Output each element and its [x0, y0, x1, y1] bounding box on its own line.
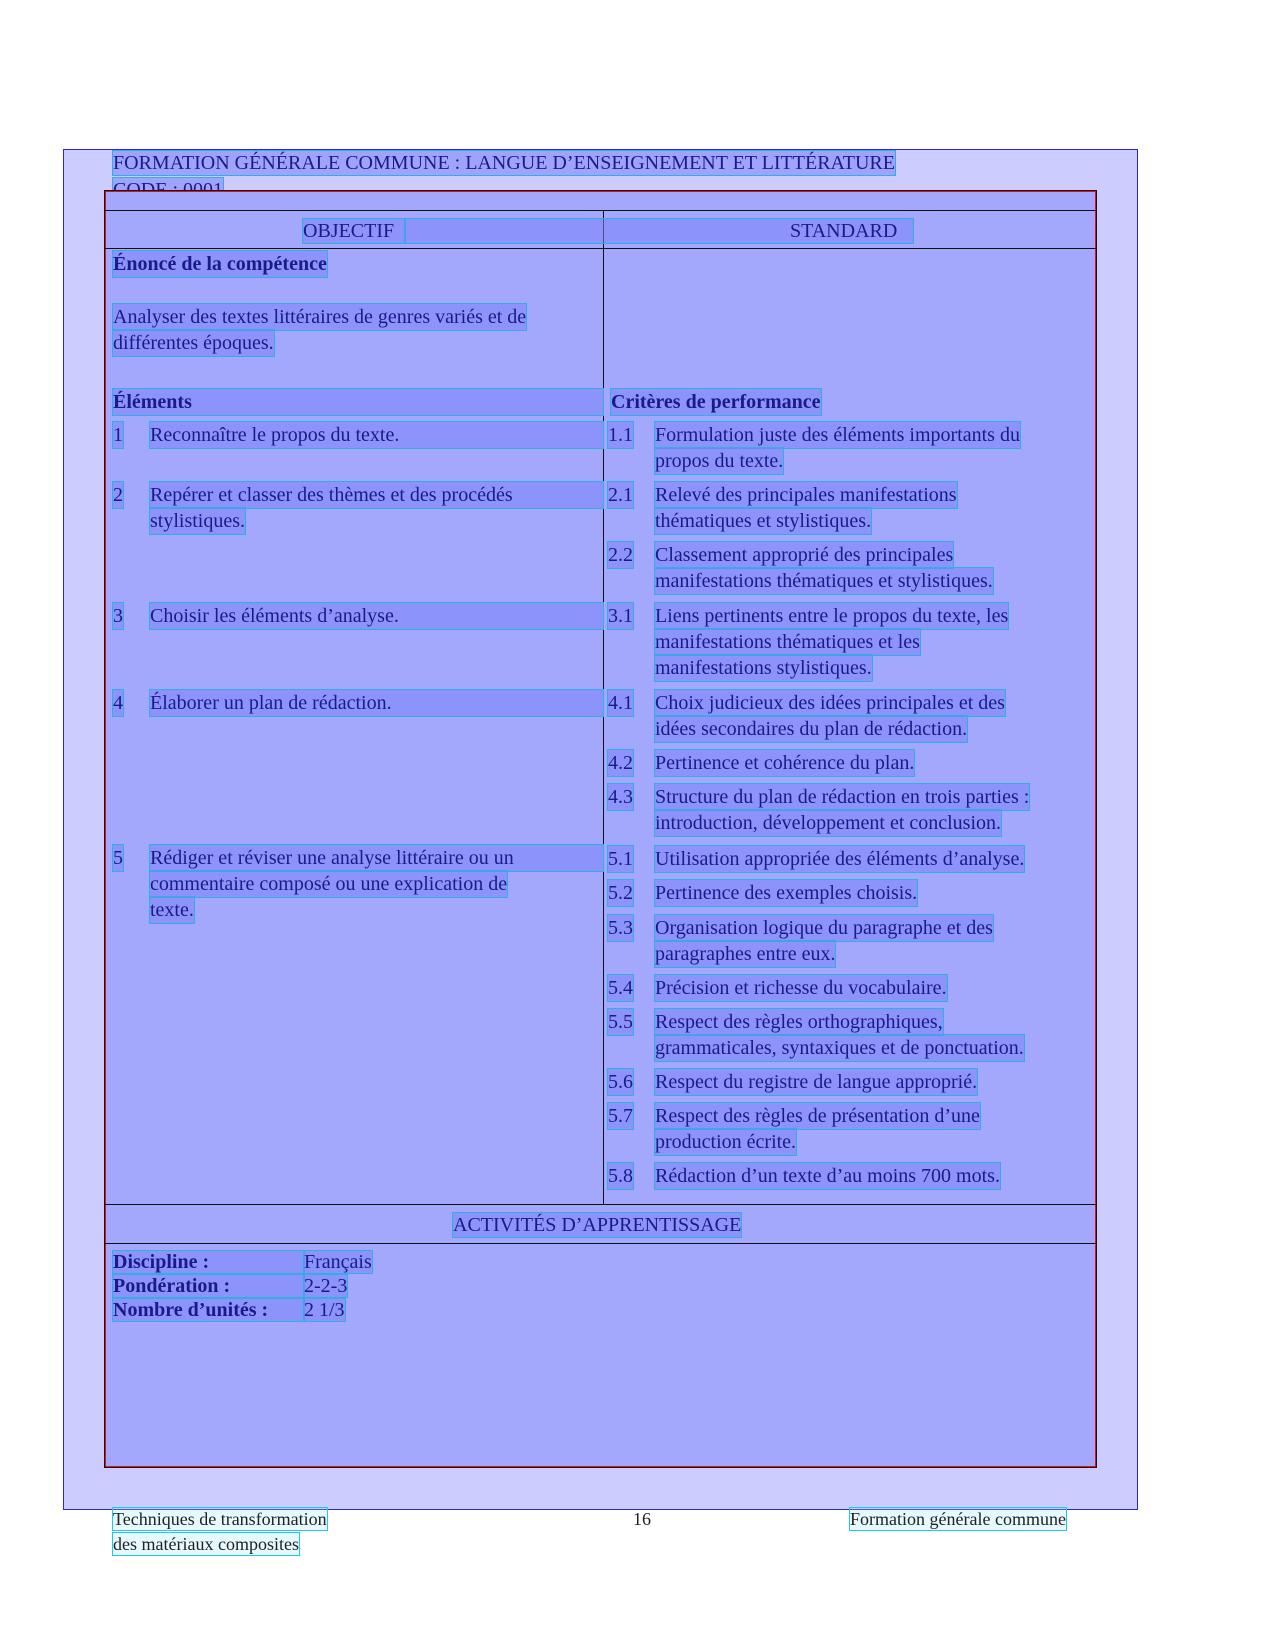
element-number: 1 [113, 424, 123, 446]
critere-text-line: Structure du plan de rédaction en trois parties : [655, 786, 1030, 808]
element-text-line: commentaire composé ou une explication de [150, 873, 508, 895]
page-number: 16 [633, 1509, 651, 1529]
unites-label: Nombre d’unités : [113, 1299, 304, 1321]
element-number: 5 [113, 847, 123, 869]
critere-text-line: Rédaction d’un texte d’au moins 700 mots. [655, 1165, 1000, 1187]
element-text-line: Reconnaître le propos du texte. [150, 422, 603, 448]
footer-program-line-1: Techniques de transformation [113, 1509, 327, 1529]
footer-program-line-2: des matériaux composites [113, 1534, 299, 1554]
table-rule [104, 1243, 1097, 1244]
critere-text-line: propos du texte. [655, 450, 784, 472]
element-text-line: Repérer et classer des thèmes et des procédés [150, 482, 603, 508]
standard-header: STANDARD [790, 220, 898, 242]
activites-title: ACTIVITÉS D’APPRENTISSAGE [453, 1214, 742, 1236]
critere-text-line: Utilisation appropriée des éléments d’analyse. [655, 848, 1025, 870]
element-text-line: Rédiger et réviser une analyse littéraire ou un [150, 845, 603, 871]
discipline-label: Discipline : [113, 1251, 304, 1273]
critere-text-line: manifestations thématiques et les [655, 631, 920, 653]
critere-text-line: Pertinence et cohérence du plan. [655, 752, 915, 774]
critere-text-line: Respect des règles orthographiques, [655, 1011, 943, 1033]
critere-number: 5.1 [608, 848, 633, 870]
critere-text-line: idées secondaires du plan de rédaction. [655, 718, 968, 740]
critere-text-line: Classement approprié des principales [655, 544, 954, 566]
critere-text-line: Organisation logique du paragraphe et des [655, 917, 993, 939]
critere-text-line: Pertinence des exemples choisis. [655, 882, 918, 904]
critere-text-line: Choix judicieux des idées principales et des [655, 692, 1005, 714]
table-rule [104, 210, 1097, 211]
critere-text-line: Précision et richesse du vocabulaire. [655, 977, 947, 999]
critere-text-line: Respect des règles de présentation d’une [655, 1105, 980, 1127]
critere-number: 2.1 [608, 484, 633, 506]
critere-text-line: Relevé des principales manifestations [655, 484, 957, 506]
enonce-line-2: différentes époques. [113, 332, 274, 354]
critere-text-line: manifestations thématiques et stylistiques. [655, 570, 993, 592]
critere-text-line: manifestations stylistiques. [655, 657, 872, 679]
critere-number: 5.7 [608, 1105, 633, 1127]
critere-text-line: grammaticales, syntaxiques et de ponctuation. [655, 1037, 1024, 1059]
document-title: FORMATION GÉNÉRALE COMMUNE : LANGUE D’ENSEIGNEMENT ET LITTÉRATURE [113, 152, 895, 174]
critere-number: 3.1 [608, 605, 633, 627]
critere-number: 5.3 [608, 917, 633, 939]
critere-number: 4.2 [608, 752, 633, 774]
unites-value: 2 1/3 [304, 1299, 345, 1321]
critere-number: 5.2 [608, 882, 633, 904]
footer-right: Formation générale commune [850, 1509, 1066, 1529]
critere-text-line: Liens pertinents entre le propos du texte, les [655, 605, 1009, 627]
critere-number: 5.6 [608, 1071, 633, 1093]
element-number: 4 [113, 692, 123, 714]
element-number: 2 [113, 484, 123, 506]
element-text-line: texte. [150, 899, 194, 921]
ponderation-label: Pondération : [113, 1275, 304, 1297]
critere-number: 2.2 [608, 544, 633, 566]
elements-label: Éléments [113, 389, 603, 415]
critere-text-line: Formulation juste des éléments importants du [655, 424, 1020, 446]
critere-text-line: paragraphes entre eux. [655, 943, 836, 965]
critere-number: 5.5 [608, 1011, 633, 1033]
element-text-line: stylistiques. [150, 510, 246, 532]
objectif-header: OBJECTIF [303, 219, 405, 243]
element-text-line: Choisir les éléments d’analyse. [150, 603, 603, 629]
critere-text-line: thématiques et stylistiques. [655, 510, 872, 532]
critere-number: 5.8 [608, 1165, 633, 1187]
criteres-label: Critères de performance [611, 391, 821, 413]
table-rule [104, 248, 1097, 249]
enonce-line-1: Analyser des textes littéraires de genres variés et de [113, 306, 527, 328]
critere-number: 4.1 [608, 692, 633, 714]
critere-number: 1.1 [608, 424, 633, 446]
ponderation-value: 2-2-3 [304, 1275, 348, 1297]
critere-number: 5.4 [608, 977, 633, 999]
table-rule [104, 1204, 1097, 1205]
critere-number: 4.3 [608, 786, 633, 808]
discipline-value: Français [304, 1251, 372, 1273]
critere-text-line: production écrite. [655, 1131, 797, 1153]
critere-text-line: Respect du registre de langue approprié. [655, 1071, 978, 1093]
critere-text-line: introduction, développement et conclusion. [655, 812, 1002, 834]
element-number: 3 [113, 605, 123, 627]
element-text-line: Élaborer un plan de rédaction. [150, 690, 603, 716]
column-divider [603, 210, 604, 1204]
enonce-label: Énoncé de la compétence [113, 253, 327, 275]
